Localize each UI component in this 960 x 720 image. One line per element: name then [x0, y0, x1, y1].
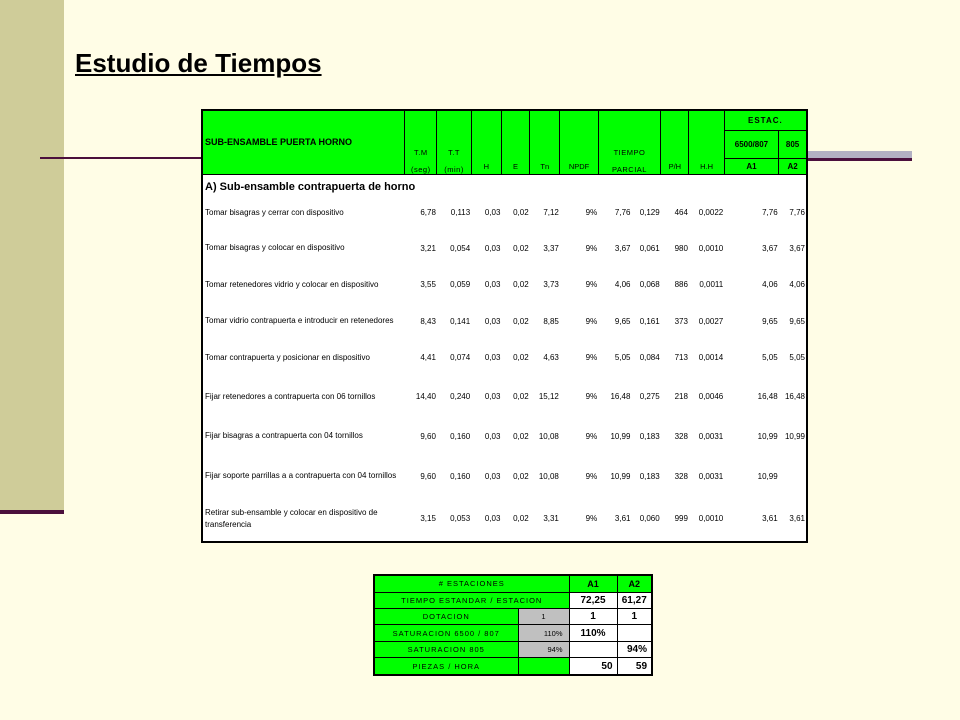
cell-tn: 3,31: [543, 514, 559, 524]
header-tn: Tn: [530, 110, 560, 174]
operation-description: Fijar retenedores a contrapuerta con 06 tornillos: [205, 391, 376, 401]
summary-mid-value: 94%: [518, 641, 569, 657]
cell-tm: 6,78: [420, 208, 436, 218]
cell-ph: 980: [674, 243, 688, 253]
cell-ph: 328: [674, 431, 688, 441]
cell-tiempo: 16,48: [610, 392, 631, 402]
table-row: [202, 196, 807, 230]
cell-tiempo: 10,99: [610, 431, 631, 441]
section-title: A) Sub-ensamble contrapuerta de horno: [205, 180, 416, 193]
cell-tiempo: 3,67: [614, 243, 631, 253]
cell-npdf: 9%: [585, 471, 598, 481]
cell-a1: 3,61: [762, 514, 778, 524]
cell-h: 0,03: [484, 514, 501, 524]
cell-a2: 5,05: [789, 353, 805, 363]
cell-ph: 886: [674, 280, 688, 290]
cell-h: 0,03: [484, 353, 501, 363]
cell-hh: 0,0027: [698, 316, 724, 326]
cell-parcial: 0,061: [639, 243, 660, 253]
cell-tiempo: 4,06: [614, 280, 631, 290]
cell-hh: 0,0031: [698, 471, 724, 481]
cell-parcial: 0,183: [639, 471, 660, 481]
cell-h: 0,03: [484, 280, 501, 290]
header-tm-line1: T.M: [413, 147, 428, 157]
operation-description: Fijar soporte parrillas a a contrapuerta con 04 tornillos: [205, 471, 397, 481]
cell-tm: 4,41: [420, 353, 436, 363]
cell-tt: 0,113: [450, 208, 471, 218]
cell-tt: 0,160: [450, 431, 471, 441]
cell-parcial: 0,068: [639, 280, 660, 290]
cell-npdf: 9%: [585, 316, 598, 326]
cell-parcial: 0,275: [639, 392, 660, 402]
time-study-body: [202, 174, 807, 542]
table-row: [202, 340, 807, 377]
cell-e: 0,02: [513, 431, 529, 441]
cell-a1: 10,99: [757, 471, 778, 481]
summary-row-dotacion: [374, 608, 652, 624]
operation-description: Fijar bisagras a contrapuerta con 04 tornillos: [205, 431, 363, 441]
cell-a2: 7,76: [789, 208, 805, 218]
table-row: [202, 267, 807, 304]
cell-tiempo: 9,65: [614, 316, 631, 326]
cell-h: 0,03: [484, 431, 501, 441]
header-estac: ESTAC.: [724, 110, 807, 130]
cell-tt: 0,054: [450, 243, 471, 253]
cell-tm: 14,40: [415, 392, 436, 402]
cell-a1: 16,48: [757, 392, 778, 402]
table-row: [202, 497, 807, 542]
summary-value-a2: 59: [617, 658, 652, 675]
table-row: [202, 230, 807, 267]
summary-header-a1: A1: [569, 575, 617, 592]
decorative-line-right-dark: [808, 158, 912, 161]
summary-value-a1: 110%: [569, 625, 617, 641]
summary-label: SATURACION 6500 / 807: [374, 625, 518, 641]
cell-tiempo: 10,99: [610, 471, 631, 481]
cell-npdf: 9%: [585, 243, 598, 253]
cell-tiempo: 3,61: [614, 514, 631, 524]
section-filler: [724, 174, 778, 196]
table-row: [202, 417, 807, 456]
cell-e: 0,02: [513, 353, 529, 363]
cell-ph: 464: [674, 208, 688, 218]
cell-h: 0,03: [484, 208, 501, 218]
cell-h: 0,03: [484, 392, 501, 402]
cell-a2: 3,67: [789, 243, 805, 253]
left-decorative-bar: [0, 0, 64, 510]
cell-hh: 0,0022: [698, 208, 724, 218]
cell-e: 0,02: [513, 280, 529, 290]
cell-ph: 373: [674, 316, 688, 326]
cell-e: 0,02: [513, 514, 529, 524]
header-tm: [405, 110, 437, 174]
cell-ph: 999: [674, 514, 688, 524]
cell-a1: 9,65: [762, 316, 778, 326]
cell-e: 0,02: [513, 243, 529, 253]
summary-label: SATURACION 805: [374, 641, 518, 657]
cell-hh: 0,0010: [698, 243, 724, 253]
cell-a1: 7,76: [762, 208, 778, 218]
summary-label: PIEZAS / HORA: [374, 658, 518, 675]
table-row: [202, 376, 807, 417]
summary-value-a2: 61,27: [617, 592, 652, 608]
cell-npdf: 9%: [585, 353, 598, 363]
operation-description: Retirar sub-ensamble y colocar en dispositivo de transferencia: [205, 507, 378, 529]
cell-a1: 10,99: [757, 431, 778, 441]
header-hh: H.H: [689, 110, 724, 174]
cell-tt: 0,160: [450, 471, 471, 481]
cell-a2: 3,61: [789, 514, 805, 524]
cell-npdf: 9%: [585, 280, 598, 290]
time-study-table: [201, 109, 808, 543]
summary-row-piezas-hora: [374, 658, 652, 675]
cell-a1: 4,06: [762, 280, 778, 290]
cell-e: 0,02: [513, 392, 529, 402]
cell-tiempo: 7,76: [614, 208, 631, 218]
cell-tiempo: 5,05: [614, 353, 631, 363]
cell-h: 0,03: [484, 316, 501, 326]
cell-a1: 3,67: [762, 243, 778, 253]
cell-tt: 0,074: [450, 353, 471, 363]
summary-value-a1: 50: [569, 658, 617, 675]
cell-hh: 0,0046: [698, 392, 724, 402]
summary-value-a1: [569, 641, 617, 657]
stations-summary-table: [373, 574, 653, 676]
cell-a2: [779, 456, 807, 497]
summary-row-saturacion-6500: [374, 625, 652, 641]
summary-row-saturacion-805: [374, 641, 652, 657]
operation-description: Tomar bisagras y cerrar con dispositivo: [205, 207, 344, 217]
header-a2: A2: [779, 158, 807, 174]
summary-value-a1: 1: [569, 608, 617, 624]
cell-h: 0,03: [484, 471, 501, 481]
cell-tm: 3,55: [420, 280, 436, 290]
cell-tt: 0,240: [450, 392, 471, 402]
header-estac-a: 6500/807: [724, 130, 778, 158]
header-e: E: [501, 110, 529, 174]
cell-e: 0,02: [513, 471, 529, 481]
summary-label: DOTACION: [374, 608, 518, 624]
header-tiempo-line1: TIEMPO: [613, 147, 646, 157]
operation-description: Tomar retenedores vidrio y colocar en dispositivo: [205, 279, 379, 289]
summary-mid-value: 1: [518, 608, 569, 624]
header-description: SUB-ENSAMBLE PUERTA HORNO: [202, 110, 405, 174]
cell-parcial: 0,084: [639, 353, 660, 363]
cell-tt: 0,141: [450, 316, 471, 326]
summary-value-a2: [617, 625, 652, 641]
cell-hh: 0,0010: [698, 514, 724, 524]
cell-npdf: 9%: [585, 392, 598, 402]
cell-h: 0,03: [484, 243, 501, 253]
operation-description: Tomar vidrio contrapuerta e introducir en retenedores: [205, 316, 394, 326]
slide-title: Estudio de Tiempos: [75, 48, 322, 78]
cell-tm: 9,60: [420, 431, 436, 441]
summary-mid-value: [518, 658, 569, 675]
time-study-header: [202, 110, 807, 174]
header-tt-line2: (min): [444, 164, 464, 174]
cell-ph: 713: [674, 353, 688, 363]
table-row: [202, 303, 807, 340]
operation-description: Tomar bisagras y colocar en dispositivo: [205, 243, 345, 253]
header-tt: [437, 110, 471, 174]
cell-tm: 8,43: [420, 316, 436, 326]
cell-a2: 9,65: [789, 316, 805, 326]
cell-tm: 3,15: [420, 514, 436, 524]
section-filler: [779, 174, 807, 196]
cell-parcial: 0,183: [639, 431, 660, 441]
cell-npdf: 9%: [585, 514, 598, 524]
cell-parcial: 0,161: [639, 316, 660, 326]
header-tm-line2: (seg): [410, 164, 431, 174]
summary-label: TIEMPO ESTANDAR / ESTACION: [374, 592, 569, 608]
cell-parcial: 0,060: [639, 514, 660, 524]
cell-tt: 0,053: [450, 514, 471, 524]
cell-tn: 4,63: [543, 353, 559, 363]
decorative-line-left: [40, 157, 202, 159]
cell-tm: 9,60: [420, 471, 436, 481]
cell-hh: 0,0014: [698, 353, 724, 363]
decorative-line-right-grey: [808, 151, 912, 158]
cell-tn: 10,08: [538, 431, 559, 441]
summary-value-a2: 94%: [617, 641, 652, 657]
cell-e: 0,02: [513, 208, 529, 218]
cell-tn: 7,12: [543, 208, 559, 218]
left-bar-edge-line: [0, 510, 64, 514]
header-npdf: NPDF: [560, 110, 598, 174]
cell-hh: 0,0011: [699, 280, 724, 290]
header-a1: A1: [724, 158, 778, 174]
header-h: H: [471, 110, 501, 174]
cell-e: 0,02: [513, 316, 529, 326]
cell-a2: 4,06: [789, 280, 805, 290]
cell-hh: 0,0031: [698, 431, 724, 441]
cell-tt: 0,059: [450, 280, 471, 290]
header-tiempo: [598, 110, 661, 174]
summary-header-a2: A2: [617, 575, 652, 592]
section-filler: [689, 174, 724, 196]
summary-header-row: [374, 575, 652, 592]
cell-ph: 328: [674, 471, 688, 481]
cell-a2: 16,48: [784, 392, 805, 402]
summary-value-a1: 72,25: [569, 592, 617, 608]
cell-a1: 5,05: [762, 353, 778, 363]
header-tiempo-line2: PARCIAL: [611, 164, 647, 174]
header-estac-b: 805: [779, 130, 807, 158]
summary-row-tiempo-estandar: [374, 592, 652, 608]
cell-parcial: 0,129: [639, 208, 660, 218]
summary-header-label: # ESTACIONES: [374, 575, 569, 592]
section-row: [202, 174, 807, 196]
operation-description: Tomar contrapuerta y posicionar en dispositivo: [205, 352, 370, 362]
cell-tn: 3,37: [543, 243, 559, 253]
cell-tn: 8,85: [543, 316, 559, 326]
summary-value-a2: 1: [617, 608, 652, 624]
cell-a2: 10,99: [784, 431, 805, 441]
cell-npdf: 9%: [585, 208, 598, 218]
cell-ph: 218: [674, 392, 688, 402]
summary-mid-value: 110%: [518, 625, 569, 641]
cell-tn: 15,12: [538, 392, 559, 402]
cell-npdf: 9%: [585, 431, 598, 441]
cell-tm: 3,21: [420, 243, 436, 253]
header-tt-line1: T.T: [448, 147, 461, 157]
table-row: [202, 456, 807, 497]
header-ph: P/H: [661, 110, 689, 174]
cell-tn: 10,08: [538, 471, 559, 481]
cell-tn: 3,73: [543, 280, 559, 290]
